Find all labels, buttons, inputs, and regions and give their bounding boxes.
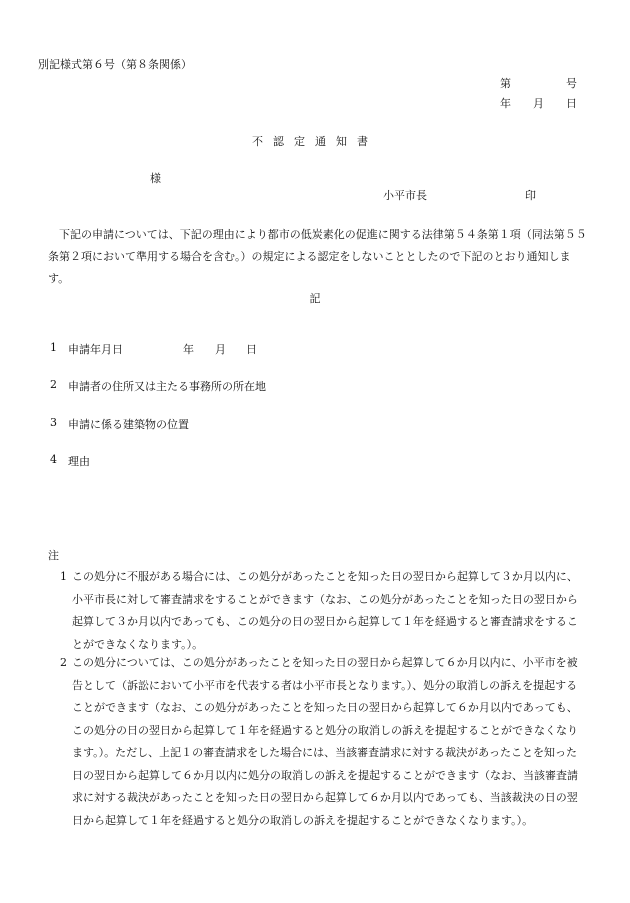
note-item — [60, 652, 584, 832]
note-item — [60, 566, 584, 656]
item-reason-label: 理由 — [68, 455, 90, 468]
application-date-day-label: 日 — [246, 343, 257, 356]
item-number: 1 — [50, 341, 57, 354]
issue-date-day-label: 日 — [566, 97, 577, 110]
form-label: 別記様式第６号（第８条関係） — [38, 58, 192, 71]
item-building-location-label: 申請に係る建築物の位置 — [68, 418, 189, 431]
issue-date-month-label: 月 — [533, 97, 544, 110]
issue-date-year-label: 年 — [500, 97, 511, 110]
item-applicant-address-label: 申請者の住所又は主たる事務所の所在地 — [68, 380, 266, 393]
ki-heading: 記 — [309, 292, 321, 305]
reference-number-suffix: 号 — [566, 77, 577, 90]
note-text: この処分については、この処分があったことを知った日の翌日から起算して６か月以内に、小平市を被告として（訴訟において小平市を代表する者は小平市長となります。）、処分の取消しの訴えを提起することができます（なお、この処分があったことを知った日の翌日から起算して６か月以内であっても、この処分の日の翌日から起算して１年を経過すると処分の取消しの訴えを提起することができなくなります。）。ただし、上記１の審査請求をした場合には、当該審査請求に対する裁決があったことを知った日の翌日から起算して６か月以内に処分の取消しの訴えを提起することができます（なお、当該審査請求に対する裁決があったことを知った日の翌日から起算して６か月以内であっても、当該裁決の日の翌日から起算して１年を経過すると処分の取消しの訴えを提起することができなくなります。）。 — [72, 656, 578, 827]
item-number: 3 — [50, 416, 57, 429]
application-date-month-label: 月 — [215, 343, 226, 356]
application-date-year-label: 年 — [183, 343, 194, 356]
issuer-name: 小平市長 — [383, 189, 427, 202]
document-title: 不認定通知書 — [252, 135, 378, 148]
note-number: 2 — [60, 656, 67, 669]
note-text: この処分に不服がある場合には、この処分があったことを知った日の翌日から起算して３か月以内に、小平市長に対して審査請求をすることができます（なお、この処分があったことを知った日の翌日から起算して３か月以内であっても、この処分の日の翌日から起算して１年を経過すると審査請求をすることができなくなります。）。 — [72, 570, 578, 651]
addressee-honorific: 様 — [150, 172, 161, 185]
notes-heading: 注 — [48, 549, 59, 562]
item-application-date-label: 申請年月日 — [68, 343, 123, 356]
item-number: 4 — [50, 453, 57, 466]
reference-number-prefix: 第 — [500, 77, 511, 90]
seal-mark: 印 — [525, 189, 536, 202]
intro-paragraph: 下記の申請については、下記の理由により都市の低炭素化の促進に関する法律第５４条第１項（同法第５５条第２項において準用する場合を含む。）の規定による認定をしないこととしたので下記のとおり通知します。 — [48, 228, 587, 285]
item-number: 2 — [50, 378, 57, 391]
note-number: 1 — [60, 570, 67, 583]
